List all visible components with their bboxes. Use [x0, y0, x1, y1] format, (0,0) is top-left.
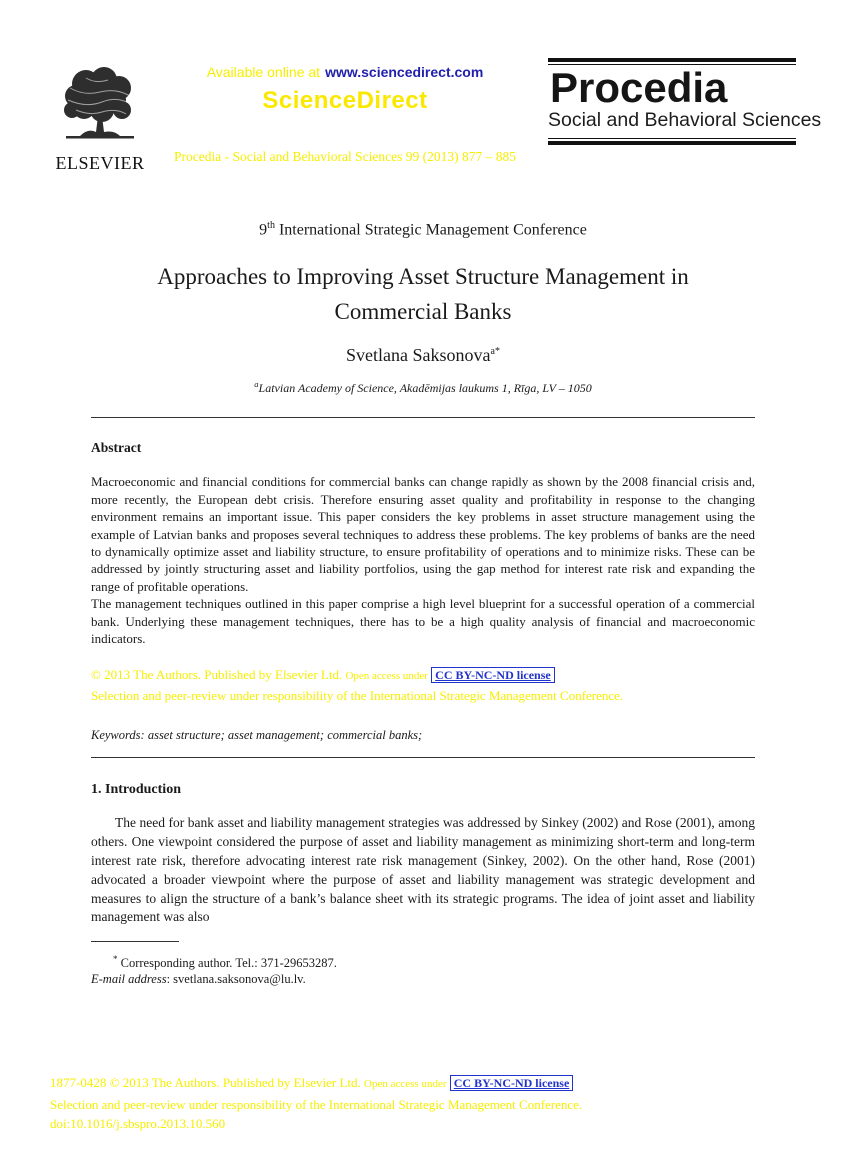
elsevier-wordmark: ELSEVIER [55, 153, 145, 173]
footnote-divider [91, 941, 179, 942]
procedia-title: Procedia [550, 64, 728, 111]
journal-footer [50, 1073, 796, 1134]
sciencedirect-block [160, 64, 530, 165]
email-address[interactable]: : svetlana.saksonova@lu.lv. [166, 972, 306, 987]
corresponding-author-note [91, 951, 755, 971]
author-name: Svetlana Saksonova [346, 345, 491, 366]
abstract-heading: Abstract [91, 440, 142, 456]
paper-title [0, 259, 846, 329]
front-matter [0, 220, 846, 396]
copyright-block [91, 665, 755, 705]
paper-title-line2: Commercial Banks [334, 299, 512, 325]
abstract-body [91, 473, 755, 647]
footnote-text: Corresponding author. Tel.: 371-29653287. [117, 956, 337, 971]
copyright-line-2: Selection and peer-review under responsibility of the International Strategic Management Conference. [91, 688, 624, 704]
footer-open-access-text: Open access under [364, 1078, 447, 1090]
email-label: E-mail address [91, 972, 167, 987]
divider-above-abstract [91, 417, 755, 418]
divider-below-keywords [91, 757, 755, 758]
procedia-rule-top-thick [548, 58, 796, 62]
conference-ordinal: th [267, 220, 275, 231]
journal-citation-line: Procedia - Social and Behavioral Sciences 99 (2013) 877 – 885 [174, 149, 516, 164]
affiliation-marker: a [254, 379, 259, 390]
copyright-main-text: © 2013 The Authors. Published by Elsevier Ltd. [91, 667, 343, 683]
issn-copyright-text: 1877-0428 © 2013 The Authors. Published by Elsevier Ltd. [50, 1075, 361, 1090]
keywords-line: Keywords: asset structure; asset management; commercial banks; [91, 728, 423, 743]
introduction-paragraph: The need for bank asset and liability management strategies was addressed by Sinkey (2002) and Rose (2001), among others. One viewpoint considered the purpose of asset and liability management as minimizing short-term and long-term interest rate risk, therefore advocating interest rate risk management (Sinkey, 2002). On the other hand, Rose (2001) advocated a broader viewpoint where the purpose of asset and liability management was strategic development and measures to align the structure of a bank’s balance sheet with its strategic programs. The idea of joint asset and liability management was also [91, 815, 755, 925]
open-access-text: Open access under [345, 670, 428, 683]
conference-line [0, 220, 846, 239]
footer-cc-license-link[interactable]: CC BY-NC-ND license [450, 1075, 574, 1091]
footer-line-2: Selection and peer-review under responsibility of the International Strategic Management Conference. [50, 1096, 583, 1112]
conference-number: 9 [259, 221, 268, 239]
elsevier-tree-icon [56, 133, 144, 150]
author-affiliation-marker: a* [490, 346, 500, 358]
footnote-marker: * [113, 954, 118, 965]
footnote-block [91, 951, 755, 987]
affiliation-text: Latvian Academy of Science, Akadēmijas laukums 1, Rīga, LV – 1050 [258, 381, 592, 396]
abstract-paragraph-1: Macroeconomic and financial conditions for commercial banks can change rapidly as shown by the 2008 financial crisis and, more recently, the European debt crisis. Therefore ensuring asset quality and profitability in response to the changing environment remains an important issue. This paper considers the key problems in asset structure management using the example of Latvian banks and proposes several techniques to address these problems. The key problems of banks are the need to dynamically optimize asset and liability structure, to ensure profitability of operations and to minimize risks. These can be addressed by jointly structuring asset and liability portfolios, using the gap method for interest rate risk and expanding the range of profitable operations. [91, 474, 755, 594]
footer-line-1 [50, 1073, 796, 1095]
page-header [0, 0, 846, 180]
sciencedirect-logo[interactable]: ScienceDirect [262, 87, 428, 114]
elsevier-logo [54, 66, 146, 174]
copyright-line-1 [91, 665, 755, 686]
cc-license-link[interactable]: CC BY-NC-ND license [431, 667, 555, 683]
author-line [0, 345, 846, 366]
procedia-logo [548, 58, 822, 145]
abstract-paragraph-2: The management techniques outlined in this paper comprise a high level blueprint for a successful operation of a commercial bank. Underlying these management techniques, there has to be a high quality analysis of financial and macroeconomic indicators. [91, 596, 755, 646]
paper-title-line1: Approaches to Improving Asset Structure Management in [157, 264, 689, 290]
footer-doi: doi:10.1016/j.sbspro.2013.10.560 [50, 1116, 226, 1131]
introduction-heading: 1. Introduction [91, 782, 181, 798]
procedia-rule-bottom-thick [548, 141, 796, 145]
procedia-subtitle: Social and Behavioral Sciences [548, 109, 822, 131]
conference-name: International Strategic Management Conference [274, 221, 587, 239]
available-online-line [160, 64, 530, 80]
procedia-rule-bottom-thin [548, 138, 796, 139]
main-content [0, 417, 846, 987]
available-online-text: Available online at [206, 64, 321, 80]
sciencedirect-url-link[interactable]: www.sciencedirect.com [325, 64, 484, 80]
affiliation-line [0, 379, 846, 396]
email-line [91, 971, 755, 987]
